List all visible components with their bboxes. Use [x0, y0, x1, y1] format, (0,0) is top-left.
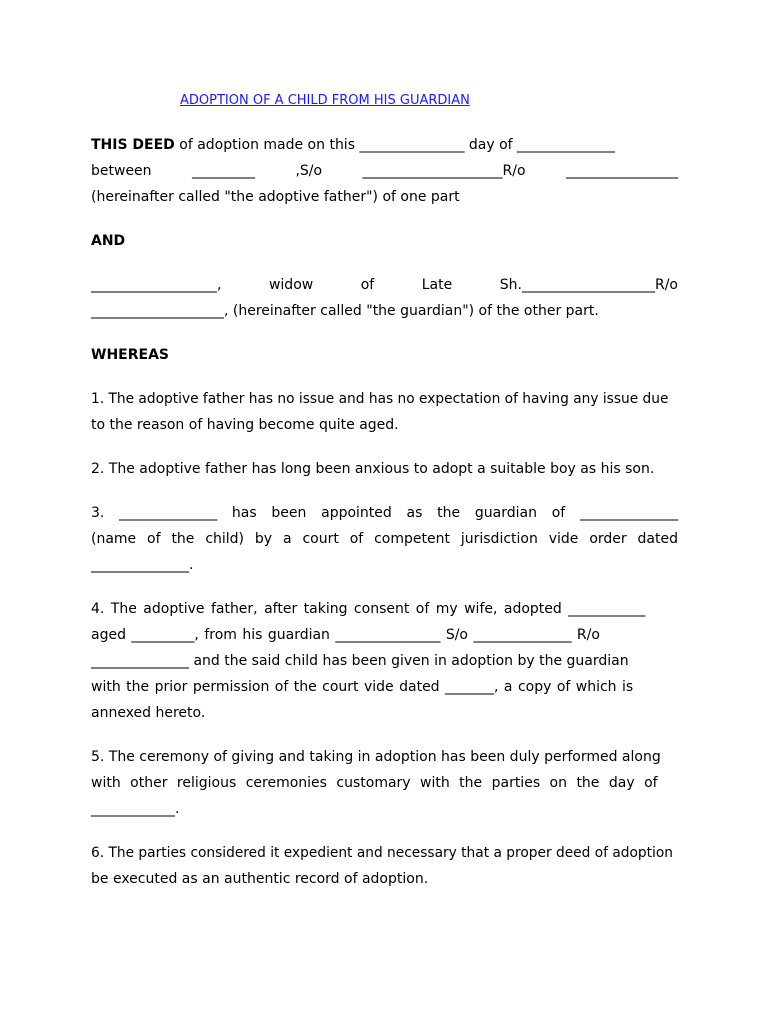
- clause-line: 6. The parties considered it expedient and necessary that a proper deed of adoption: [91, 845, 673, 861]
- guardian-line-1-word: of: [360, 277, 375, 293]
- document-title: ADOPTION OF A CHILD FROM HIS GUARDIAN: [180, 93, 470, 108]
- deed-line-2-word: between: [91, 163, 152, 179]
- whereas-heading: WHEREAS: [91, 347, 169, 363]
- clause-line: 3. ______________ has been appointed as the guardian of ______________: [91, 505, 678, 521]
- guardian-line-1: [91, 272, 678, 298]
- clause-line: with the prior permission of the court vide dated _______, a copy of which is: [91, 679, 634, 695]
- deed-line-2-word: _________: [192, 163, 255, 179]
- clause-line: ____________.: [91, 801, 180, 817]
- clause-5: [91, 744, 678, 822]
- guardian-line-1-word: widow: [268, 277, 314, 293]
- clause-line: 2. The adoptive father has long been anxious to adopt a suitable boy as his son.: [91, 461, 655, 477]
- guardian-line-1-word: __________________,: [91, 277, 222, 293]
- guardian-line-1-word: Late: [421, 277, 453, 293]
- deed-lead: THIS DEED: [91, 137, 175, 153]
- clause-4: [91, 596, 678, 726]
- deed-line-1: [91, 132, 678, 158]
- clause-line: be executed as an authentic record of adoption.: [91, 871, 429, 887]
- clause-line: annexed hereto.: [91, 705, 206, 721]
- and-heading: AND: [91, 233, 126, 249]
- clause-line: 5. The ceremony of giving and taking in adoption has been duly performed along: [91, 749, 661, 765]
- guardian-line-2: ___________________, (hereinafter called "the guardian") of the other part.: [91, 303, 599, 319]
- deed-line-1-text: [91, 132, 615, 158]
- guardian-paragraph: [91, 272, 678, 324]
- clause-3: [91, 500, 678, 578]
- guardian-line-1-word: Sh.___________________R/o: [499, 277, 678, 293]
- deed-line-2-word: ____________________R/o: [362, 163, 526, 179]
- clause-2: [91, 456, 678, 482]
- clause-line: aged _________, from his guardian _______________ S/o ______________ R/o: [91, 627, 600, 643]
- clause-1: [91, 386, 678, 438]
- clause-line: ______________.: [91, 557, 194, 573]
- deed-line-2: [91, 158, 678, 184]
- clause-line: (name of the child) by a court of competent jurisdiction vide order dated: [91, 531, 678, 547]
- clause-6: [91, 840, 678, 892]
- deed-line-3: (hereinafter called "the adoptive father") of one part: [91, 189, 460, 205]
- deed-paragraph: [91, 132, 678, 210]
- clause-line: to the reason of having become quite aged.: [91, 417, 399, 433]
- clause-line: 4. The adoptive father, after taking consent of my wife, adopted ___________: [91, 601, 646, 617]
- clause-line: with other religious ceremonies customary with the parties on the day of: [91, 775, 658, 791]
- deed-line-2-word: ,S/o: [295, 163, 323, 179]
- deed-line-1-rest: of adoption made on this _______________ day of ______________: [174, 137, 616, 153]
- deed-line-2-word: ________________: [566, 163, 678, 179]
- clause-line: 1. The adoptive father has no issue and has no expectation of having any issue due: [91, 391, 669, 407]
- clause-line: ______________ and the said child has been given in adoption by the guardian: [91, 653, 629, 669]
